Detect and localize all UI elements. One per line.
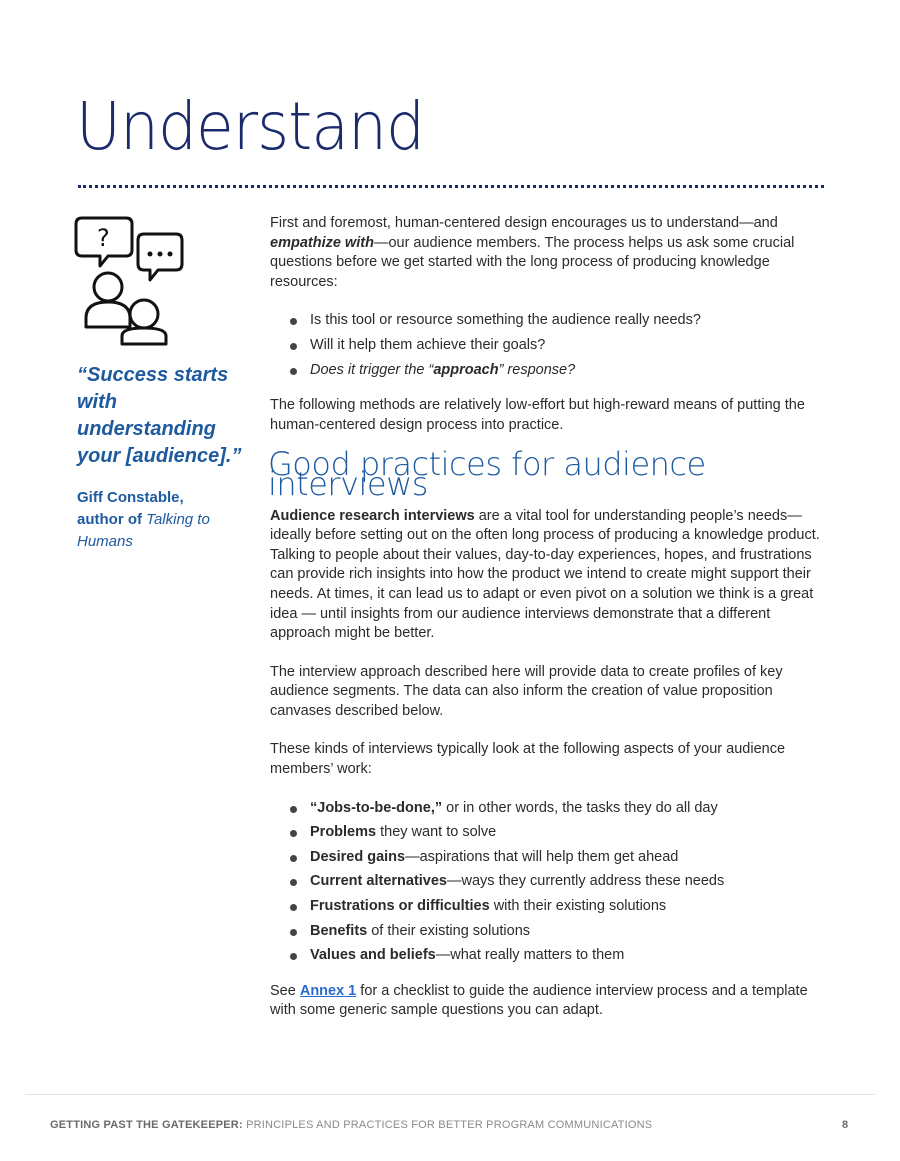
text: Does it trigger the “: [310, 361, 434, 378]
emphasis: Audience research interviews: [270, 507, 475, 524]
list-item: “Jobs-to-be-done,” or in other words, the tasks they do all day: [310, 799, 822, 819]
list-item: Benefits of their existing solutions: [310, 922, 822, 942]
footer-subtitle: PRINCIPLES AND PRACTICES FOR BETTER PROGRAM COMMUNICATIONS: [242, 1119, 653, 1131]
quote-attribution: [77, 487, 227, 553]
text: First and foremost, human-centered design encourages us to understand—and: [270, 215, 778, 231]
list-item: Desired gains—aspirations that will help them get ahead: [310, 848, 822, 868]
text: for a checklist to guide the audience interview process and a template with some generic sample questions you can adapt.: [270, 982, 808, 1019]
attribution-book: Talking to Humans: [77, 511, 210, 550]
page-title: Understand: [76, 88, 425, 165]
interviews-paragraph: [270, 507, 822, 644]
dotted-divider: [78, 185, 824, 188]
pull-quote: “Success starts with understanding your [audience].”: [77, 364, 242, 467]
attribution-prefix: author of: [77, 511, 147, 528]
aspects-intro-paragraph: These kinds of interviews typically look at the following aspects of your audience members’ work:: [270, 741, 786, 778]
intro-paragraph: [270, 214, 822, 292]
list-item: [310, 361, 822, 381]
text: ” response?: [498, 361, 576, 378]
list-item: Is this tool or resource something the audience really needs?: [310, 311, 822, 331]
list-item: Frustrations or difficulties with their existing solutions: [310, 897, 822, 917]
page-number: 8: [842, 1119, 849, 1131]
section-heading: Good practices for audience interviews: [268, 445, 706, 503]
emphasis: approach: [433, 361, 499, 378]
svg-text:?: ?: [97, 224, 110, 252]
footer-text: [50, 1119, 652, 1131]
annex-paragraph: [270, 982, 822, 1021]
approach-paragraph: The interview approach described here will provide data to create profiles of key audience segments. The data can also inform the creation of value proposition canvases described below.: [270, 663, 783, 719]
emphasis: empathize with: [270, 234, 374, 251]
footer-title: GETTING PAST THE GATEKEEPER:: [50, 1119, 243, 1131]
footer-divider: [25, 1094, 875, 1095]
intro-question-list: [270, 311, 822, 380]
text: —our audience members. The process helps us ask some crucial questions before we get started with the long process of producing knowledge resources:: [270, 234, 795, 290]
main-column: [270, 214, 822, 1040]
conversation-people-icon: [74, 214, 186, 346]
methods-paragraph: The following methods are relatively low-effort but high-reward means of putting the human-centered design process into practice.: [270, 397, 805, 433]
list-item: Values and beliefs—what really matters to them: [310, 946, 822, 966]
list-item: Will it help them achieve their goals?: [310, 336, 822, 356]
text: See: [270, 982, 300, 999]
attribution-name: Giff Constable,: [77, 489, 184, 506]
annex-link[interactable]: Annex 1: [299, 982, 357, 999]
aspects-list: [270, 799, 822, 966]
text: are a vital tool for understanding people’s needs—ideally before setting out on the often long process of producing a knowledge product. Talking to people about their values, day-to-day experiences, hopes, and frustrations can provide rich insights into how the product we intend to create might support their needs. At times, it can lead us to adapt or even pivot on a solution we think is a great idea — until insights from our audience interviews demonstrate that a different approach might be better.: [270, 507, 820, 642]
list-item: Problems they want to solve: [310, 823, 822, 843]
list-item: Current alternatives—ways they currently address these needs: [310, 872, 822, 892]
